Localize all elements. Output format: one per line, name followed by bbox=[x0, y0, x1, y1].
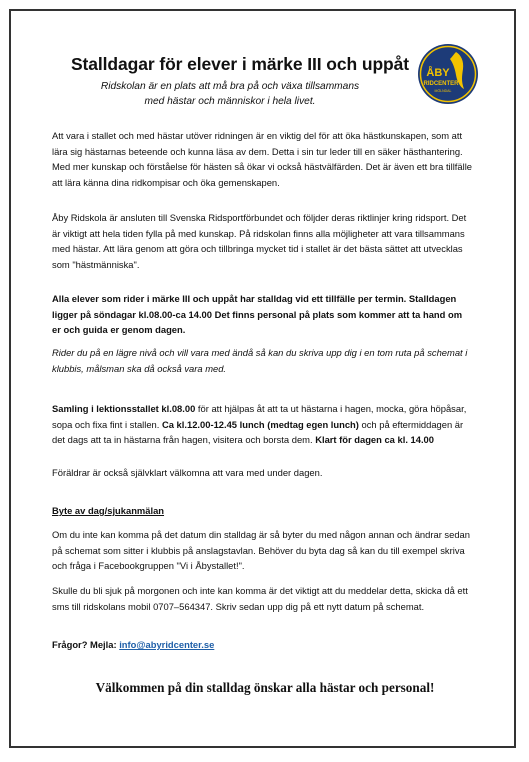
page-title: Stalldagar för elever i märke III och uppåt bbox=[70, 54, 410, 74]
subtitle-line-2: med hästar och människor i hela livet. bbox=[144, 96, 316, 107]
aby-ridcenter-logo bbox=[417, 43, 479, 105]
parents-paragraph: Föräldrar är också självklart välkomna att vara med under dagen. bbox=[52, 467, 323, 478]
svg-text:ÅBY: ÅBY bbox=[426, 67, 450, 79]
afternoon-tasks: och på eftermiddagen är det dags att ta in hästarna från hagen, visitera och borsta dem. bbox=[52, 418, 464, 445]
svg-text:MÖLNDAL: MÖLNDAL bbox=[434, 89, 452, 93]
page-subtitle bbox=[70, 79, 390, 109]
subtitle-line-1: Ridskolan är en plats att må bra på och växa tillsammans bbox=[100, 81, 360, 92]
intro-paragraph: Att vara i stallet och med hästar utöver ridningen är en viktig del för att öka hästkunskapen, som att lära sig hästarnas beteende och kunna läsa av dem. Detta i sin tur leder till en säker hästhantering. Med mer kunskap och förståelse för hästen så ökar vi också hästvälfärden. Det är även ett bra tillfälle att lära känna dina ridkompisar och öka gemenskapen. bbox=[52, 130, 472, 188]
sick-paragraph: Skulle du bli sjuk på morgonen och inte kan komma är det viktigt att du meddelar detta, skicka då ett sms till ridskolans mobil 0707–564347. Skriv sedan upp dig på ett nytt datum på schemat. bbox=[52, 585, 468, 612]
section-heading-text: Byte av dag/sjukanmälan bbox=[52, 505, 165, 516]
morning-tasks: för att hjälpas åt att ta ut hästarna i hagen, mocka, göra höpåsar, sopa och fixa fint i stallen. bbox=[52, 403, 467, 430]
section-heading bbox=[52, 503, 472, 519]
swap-day-paragraph: Om du inte kan komma på det datum din stalldag är så byter du med någon annan och ändrar sedan på schemat som sitter i klubbis på anslagstavlan. Behöver du byta dag så kan du till exempel skriva och fråga i Facebookgruppen "Vi i Åbystallet!". bbox=[52, 529, 470, 571]
lunch-time: Ca kl.12.00-12.45 lunch (medtag egen lunch) bbox=[161, 418, 359, 430]
contact-email-link[interactable]: info@abyridcenter.se bbox=[119, 639, 215, 650]
schedule-paragraph bbox=[52, 291, 472, 338]
finish-time: Klart för dagen ca kl. 14.00 bbox=[315, 434, 434, 445]
gathering-time: Samling i lektionsstallet kl.08.00 bbox=[52, 403, 196, 414]
schedule-text: Alla elever som rider i märke III och uppåt har stalldag vid ett tillfälle per termin. Stalldagen ligger på söndagar kl.08.00-ca 14.00 Det finns personal på plats som kommer att ta hand om er och guida er genom dagen. bbox=[52, 293, 463, 335]
day-plan-paragraph bbox=[52, 401, 472, 448]
lower-level-text: Rider du på en lägre nivå och vill vara med ändå så kan du skriva upp dig i en tom ruta på schemat i klubbis, målsman ska då också vara med. bbox=[52, 347, 468, 374]
lower-level-paragraph bbox=[52, 345, 472, 376]
contact-label: Frågor? Mejla: bbox=[52, 639, 120, 650]
closing-message: Välkommen på din stalldag önskar alla hästar och personal! bbox=[95, 680, 435, 695]
contact-line bbox=[52, 637, 472, 653]
affiliation-paragraph: Åby Ridskola är ansluten till Svenska Ridsportförbundet och följder deras riktlinjer kring ridsport. Det är viktigt att hela tiden fylla på med kunskap. På ridskolan finns alla möjligheter att vara tillsammans med hästar. Att lära genom att göra och tillbringa mycket tid i stallet är det bästa sättet att utvecklas som "hästmänniska". bbox=[52, 212, 467, 270]
svg-text:RIDCENTER: RIDCENTER bbox=[423, 81, 459, 87]
